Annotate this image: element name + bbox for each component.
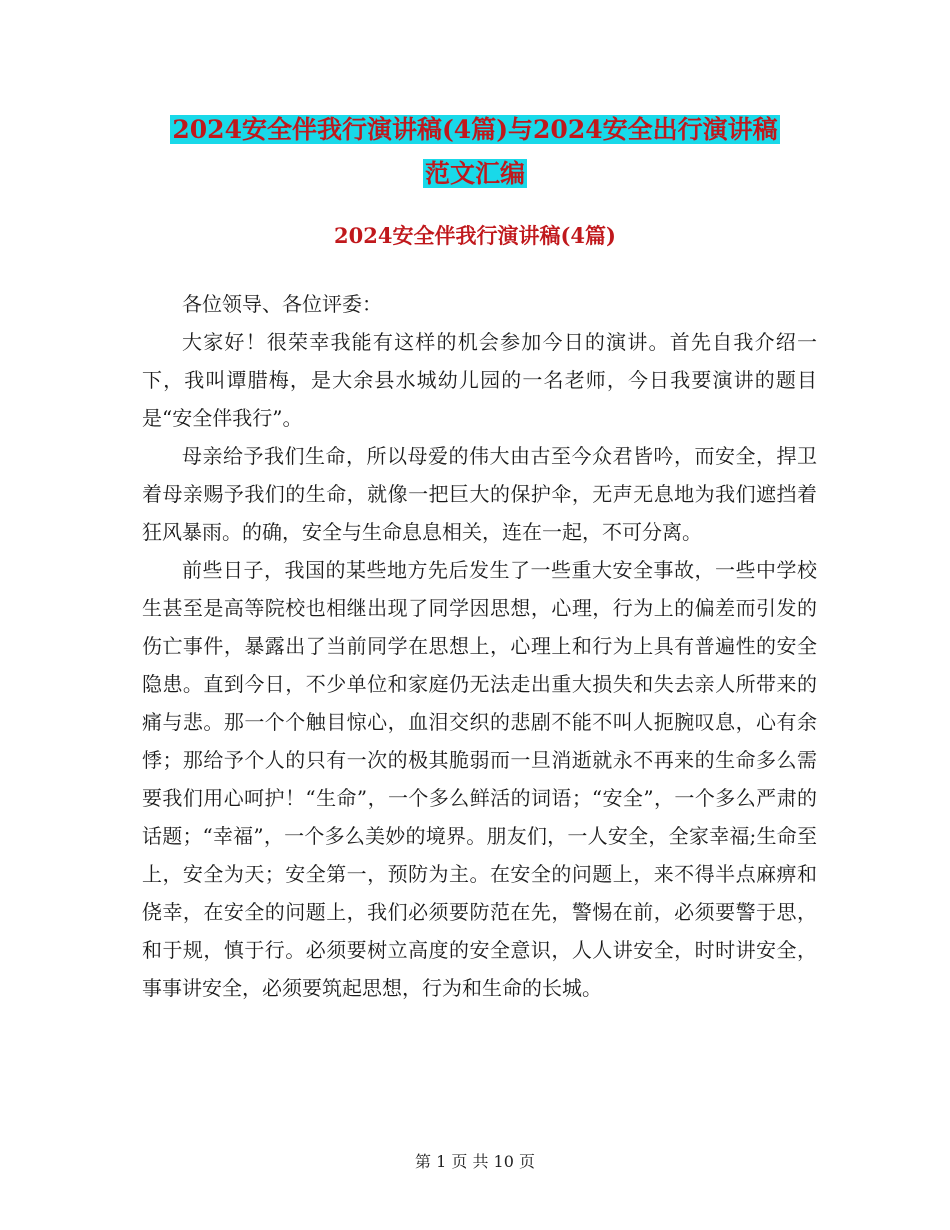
page-footer: 第 1 页 共 10 页	[415, 1152, 535, 1171]
salutation-paragraph: 各位领导、各位评委：	[182, 292, 382, 316]
body-paragraph: 大家好！很荣幸我能有这样的机会参加今日的演讲。首先自我介绍一下，我叫谭腊梅，是大余县水城幼儿园的一名老师，今日我要演讲的题目是“安全伴我行”。	[142, 330, 817, 430]
body-paragraph: 母亲给予我们生命，所以母爱的伟大由古至今众君皆吟，而安全，捍卫着母亲赐予我们的生命，就像一把巨大的保护伞，无声无息地为我们遮挡着狂风暴雨。的确，安全与生命息息相关，连在一起，不可分离。	[142, 444, 817, 544]
title-text-2: 范文汇编	[424, 159, 525, 188]
title-text-1: 2024安全伴我行演讲稿(4篇)与2024安全出行演讲稿	[172, 115, 778, 144]
document-body	[142, 285, 817, 1007]
section-heading: 2024安全伴我行演讲稿(4篇)	[334, 223, 616, 248]
document-title-line-2	[0, 154, 950, 194]
body-paragraph: 前些日子，我国的某些地方先后发生了一些重大安全事故，一些中学校生甚至是高等院校也相继出现了同学因思想，心理，行为上的偏差而引发的伤亡事件，暴露出了当前同学在思想上，心理上和行为上具有普遍性的安全隐患。直到今日，不少单位和家庭仍无法走出重大损失和失去亲人所带来的痛与悲。那一个个触目惊心，血泪交织的悲剧不能不叫人扼腕叹息，心有余悸；那给予个人的只有一次的极其脆弱而一旦消逝就永不再来的生命多么需要我们用心呵护！“生命”，一个多么鲜活的词语；“安全”，一个多么严肃的话题；“幸福”，一个多么美妙的境界。朋友们，一人安全，全家幸福;生命至上，安全为天；安全第一，预防为主。在安全的问题上，来不得半点麻痹和侥幸，在安全的问题上，我们必须要防范在先，警惕在前，必须要警于思，和于规，慎于行。必须要树立高度的安全意识，人人讲安全，时时讲安全，事事讲安全，必须要筑起思想，行为和生命的长城。	[142, 558, 817, 1000]
document-title-line-1	[0, 110, 950, 150]
